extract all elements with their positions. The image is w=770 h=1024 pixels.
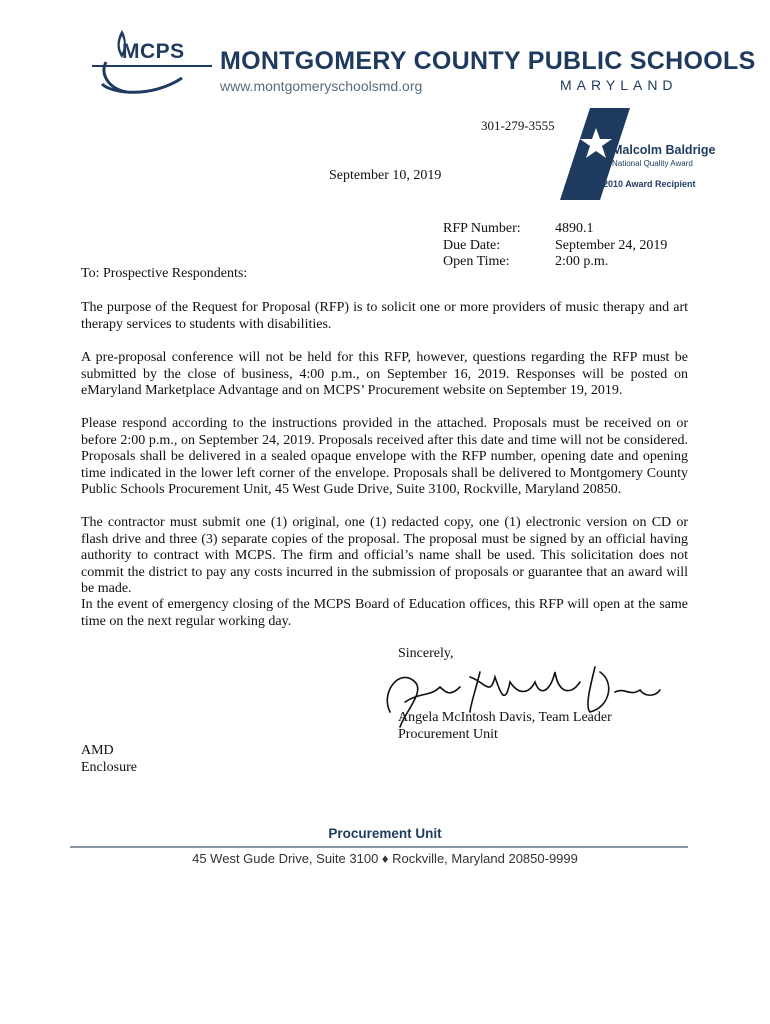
recipient-line: To: Prospective Respondents: (81, 266, 248, 281)
paragraph-purpose: The purpose of the Request for Proposal (RFP) is to solicit one or more providers of music therapy and art therapy services to students with disabilities. (81, 300, 688, 332)
closing: Sincerely, (398, 646, 454, 661)
signer-name: Angela McIntosh Davis, Team Leader (398, 710, 612, 725)
mcps-logo-text: MCPS (122, 40, 185, 63)
footer-divider (70, 846, 688, 848)
enclosure-block (81, 743, 137, 776)
rfp-values (555, 221, 667, 271)
award-title: Malcolm Baldrige (612, 143, 716, 157)
open-time-label: Open Time: (443, 254, 510, 269)
paragraph-submission: The contractor must submit one (1) original, one (1) redacted copy, one (1) electronic version on CD or flash drive and three (3) separate copies of the proposal. The proposal must be signed by an official having authority to contract with MCPS. The firm and official’s name shall be used. This solicitation does not commit the district to pay any costs incurred in the submission of proposals or guarantee that an award will be made. (81, 515, 688, 597)
paragraph-emergency: In the event of emergency closing of the MCPS Board of Education offices, this RFP will open at the same time on the next regular working day. (81, 597, 688, 629)
letter-date: September 10, 2019 (329, 168, 442, 183)
phone-number: 301-279-3555 (481, 118, 555, 133)
footer-address: 45 West Gude Drive, Suite 3100 ♦ Rockville, Maryland 20850-9999 (192, 851, 578, 866)
paragraph-instructions: Please respond according to the instructions provided in the attached. Proposals must be received on or before 2:00 p.m., on September 24, 2019. Proposals received after this date and time will not be considered. Proposals shall be delivered in a sealed opaque envelope with the RFP number, opening date and opening time indicated in the lower left corner of the envelope. Proposals shall be delivered to Montgomery County Public Schools Procurement Unit, 45 West Gude Drive, Suite 3100, Rockville, Maryland 20850. (81, 416, 688, 498)
org-website: www.montgomeryschoolsmd.org (220, 78, 423, 94)
due-date-value: September 24, 2019 (555, 237, 668, 253)
org-state: MARYLAND (560, 77, 678, 93)
award-year: 2010 Award Recipient (603, 179, 696, 189)
signature-block (398, 710, 612, 743)
paragraph-conference: A pre-proposal conference will not be held for this RFP, however, questions regarding the RFP must be submitted by the close of business, 4:00 p.m., on September 16, 2019. Responses will be posted on eMaryland Marketplace Advantage and on MCPS’ Procurement website on September 19, 2019. (81, 350, 688, 399)
org-name: MONTGOMERY COUNTY PUBLIC SCHOOLS (220, 47, 756, 75)
footer-title: Procurement Unit (328, 826, 442, 841)
due-date-label: Due Date: (443, 237, 501, 253)
signer-unit: Procurement Unit (398, 726, 498, 742)
open-time-value: 2:00 p.m. (555, 254, 609, 269)
enclosure-note: Enclosure (81, 759, 137, 775)
award-subtitle: National Quality Award (612, 159, 693, 168)
rfp-number-value: 4890.1 (555, 221, 594, 236)
initials: AMD (81, 743, 114, 758)
rfp-labels (443, 221, 521, 271)
rfp-number-label: RFP Number: (443, 221, 521, 236)
